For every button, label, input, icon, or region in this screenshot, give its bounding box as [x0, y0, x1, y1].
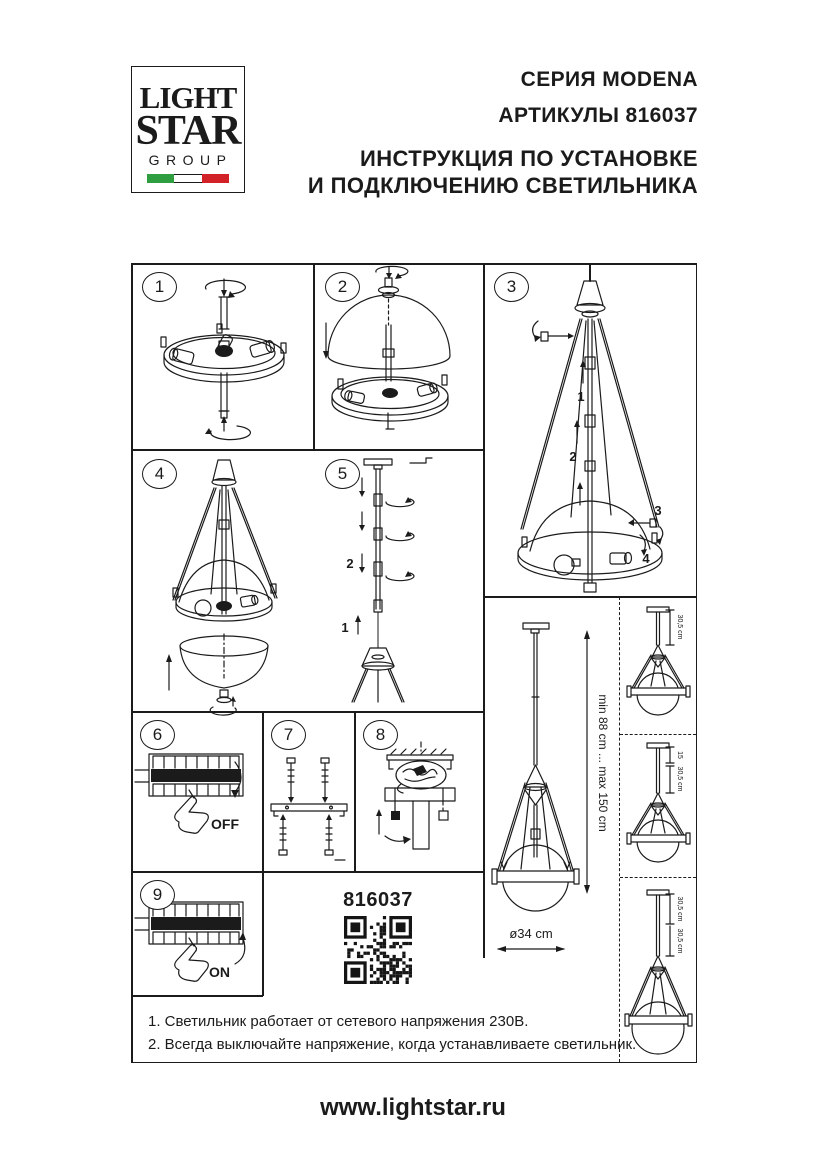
- step-6-number: [140, 720, 175, 750]
- step-1-number: [142, 272, 177, 302]
- step-3-label: 3: [506, 277, 517, 296]
- step-9-label: 9: [152, 885, 163, 904]
- flag-green-stripe: [147, 174, 174, 183]
- rod-a-dimension: 30,5 cm: [676, 614, 683, 640]
- article-title: АРТИКУЛЫ 816037: [498, 104, 698, 127]
- step-5-label: 5: [337, 464, 348, 483]
- rod-option-b-drawing: [620, 735, 697, 878]
- step-5-number: [325, 459, 360, 489]
- rod-option-a-drawing: [620, 597, 697, 735]
- step5-callout-2: 2: [346, 556, 354, 571]
- step-9-number: [140, 880, 175, 910]
- flag-red-stripe: [202, 174, 229, 183]
- note-voltage: 1. Светильник работает от сетевого напряжения 230В.: [148, 1013, 529, 1030]
- flag-white-stripe: [174, 174, 201, 183]
- step-3-number: [494, 272, 529, 302]
- step-1-label: 1: [154, 277, 165, 296]
- step-2-number: [325, 272, 360, 302]
- step-4-drawing: [131, 450, 314, 712]
- step-8-label: 8: [375, 725, 386, 744]
- breaker-off-label: OFF: [211, 816, 239, 832]
- rod-c-bottom-dimension: 30,5 cm: [676, 928, 683, 954]
- step-3-drawing: [484, 263, 697, 597]
- logo-word-star: STAR: [135, 108, 241, 154]
- italy-flag-icon: [147, 174, 229, 183]
- step-5-drawing: [314, 450, 484, 712]
- step3-callout-1: 1: [577, 389, 585, 404]
- step-7-number: [271, 720, 306, 750]
- rod-b-short-dimension: 15: [676, 751, 683, 759]
- step-7-label: 7: [283, 725, 294, 744]
- instruction-title-line1: ИНСТРУКЦИЯ ПО УСТАНОВКЕ: [360, 146, 698, 171]
- logo-word-group: GROUP: [148, 152, 233, 168]
- article-number: 816037: [343, 889, 413, 911]
- height-range-dimension: min 88 cm ... max 150 cm: [596, 694, 610, 832]
- rod-b-long-dimension: 30,5 cm: [676, 766, 683, 792]
- website-url: www.lightstar.ru: [320, 1094, 506, 1121]
- step3-callout-2: 2: [569, 449, 577, 464]
- step3-callout-3: 3: [654, 503, 662, 518]
- step-8-number: [363, 720, 398, 750]
- step-2-label: 2: [337, 277, 348, 296]
- logo-word-light: LIGHT: [139, 80, 237, 115]
- step-4-number: [142, 459, 177, 489]
- instruction-title-line2: И ПОДКЛЮЧЕНИЮ СВЕТИЛЬНИКА: [307, 173, 698, 198]
- diameter-dimension: ø34 cm: [509, 926, 553, 941]
- qr-code: [344, 915, 412, 985]
- rod-c-top-dimension: 30,5 cm: [676, 896, 683, 922]
- step-4-label: 4: [154, 464, 165, 483]
- step5-callout-1: 1: [341, 620, 349, 635]
- step-6-label: 6: [152, 725, 163, 744]
- lightstar-logo: [131, 66, 245, 193]
- pendant-dimension-drawing: [484, 597, 620, 1063]
- breaker-on-label: ON: [209, 964, 230, 980]
- note-switch-off: 2. Всегда выключайте напряжение, когда устанавливаете светильник.: [148, 1036, 637, 1053]
- series-title: СЕРИЯ MODENA: [520, 68, 698, 91]
- step3-callout-4: 4: [642, 551, 650, 566]
